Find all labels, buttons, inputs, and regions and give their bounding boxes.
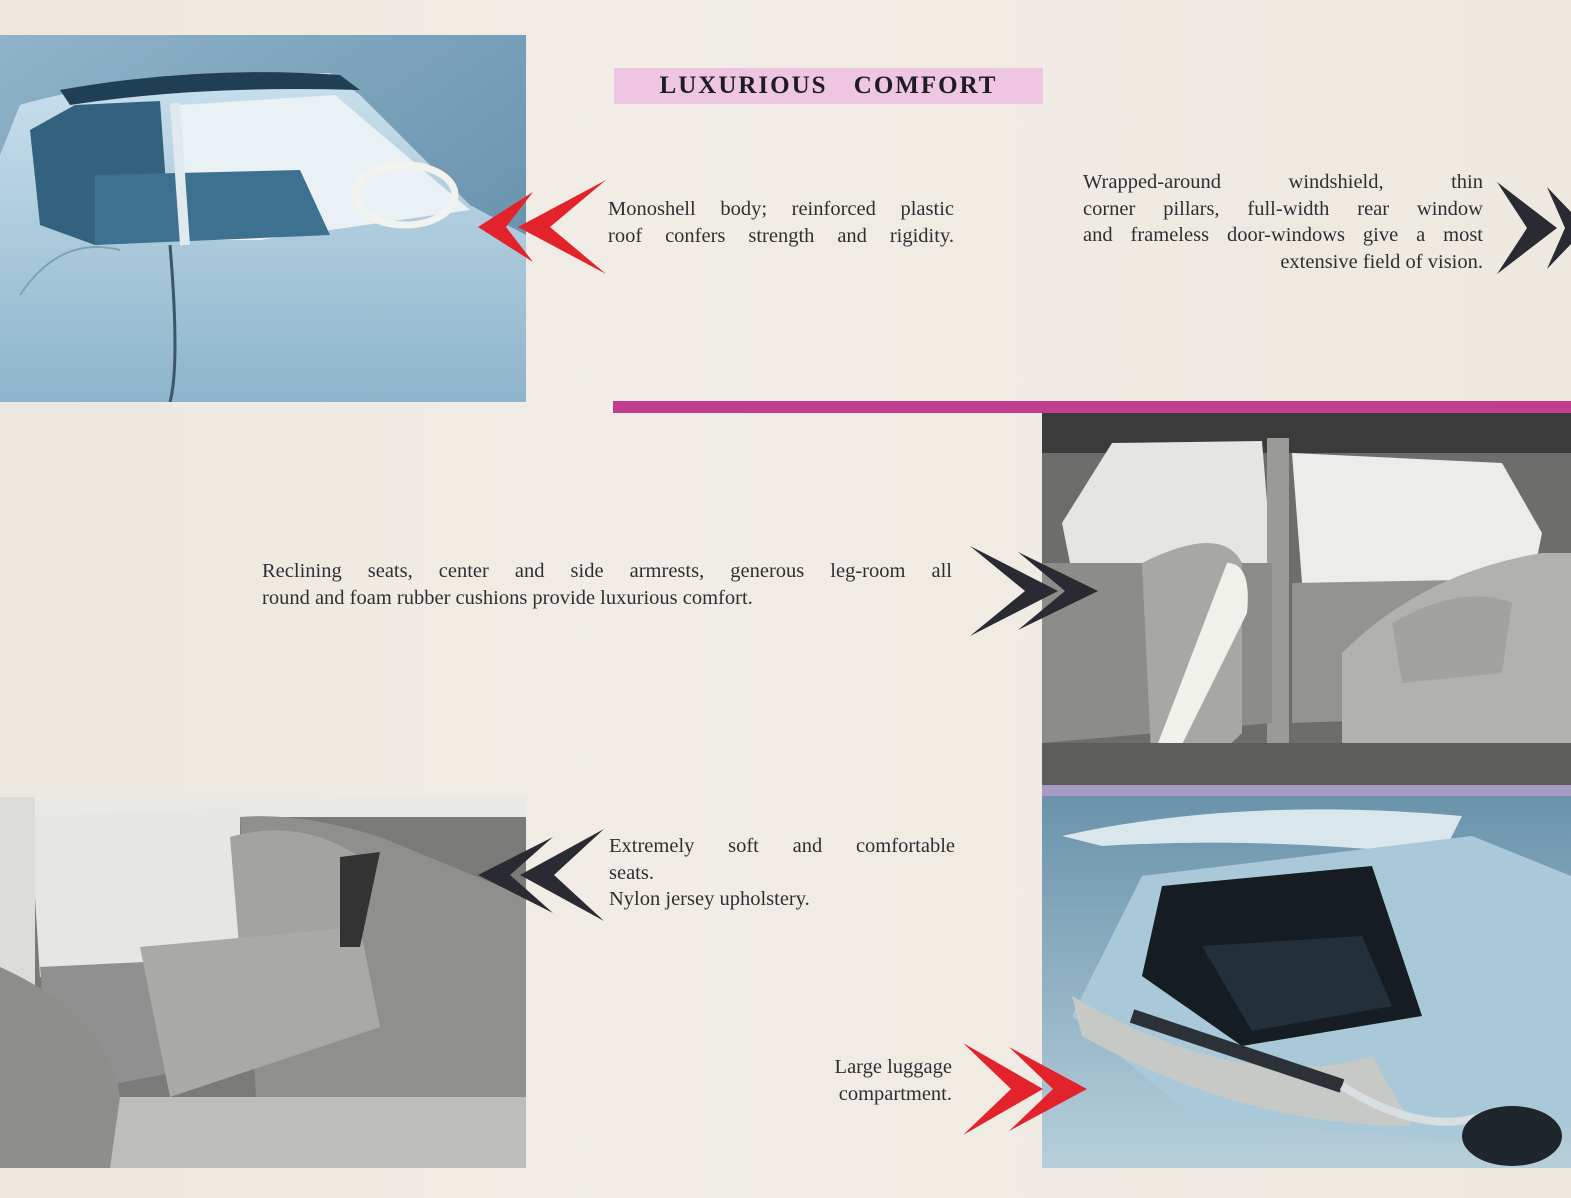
caption-monoshell	[608, 196, 954, 249]
caption-line: Monoshell body; reinforced plastic	[608, 198, 954, 220]
section-title-band	[614, 68, 1043, 104]
caption-seats	[609, 833, 955, 913]
caption-reclining	[262, 558, 952, 611]
photo-seats	[0, 797, 526, 1168]
caption-line: Large luggage	[834, 1056, 952, 1078]
chevron-right-dark-icon	[970, 546, 1098, 636]
caption-line: roof confers strength and rigidity.	[608, 224, 954, 247]
caption-windshield	[1083, 169, 1483, 275]
photo-luggage	[1042, 796, 1571, 1168]
chevron-right-red-icon	[963, 1043, 1087, 1135]
caption-line: Wrapped-around windshield, thin	[1083, 171, 1483, 193]
chevron-right-dark-icon	[1497, 182, 1571, 274]
caption-line: and frameless door-windows give a most	[1083, 224, 1483, 246]
caption-line: seats.	[609, 861, 654, 884]
caption-line: corner pillars, full-width rear window	[1083, 197, 1483, 220]
caption-line: Reclining seats, center and side armrests, generous leg-room all	[262, 560, 952, 582]
chevron-left-red-icon	[478, 180, 608, 274]
photo-interior	[1042, 413, 1571, 785]
caption-line: Extremely soft and comfortable	[609, 835, 955, 857]
caption-line: compartment.	[838, 1082, 952, 1105]
caption-line: Nylon jersey upholstery.	[609, 888, 810, 910]
caption-luggage	[760, 1054, 952, 1107]
caption-line: extensive field of vision.	[1280, 250, 1483, 273]
divider-lavender	[1042, 785, 1571, 796]
chevron-left-dark-icon	[478, 829, 606, 921]
caption-line: round and foam rubber cushions provide luxurious comfort.	[262, 586, 753, 609]
section-title: LUXURIOUS COMFORT	[659, 72, 998, 99]
divider-magenta	[613, 401, 1571, 413]
photo-car-roof	[0, 35, 526, 402]
